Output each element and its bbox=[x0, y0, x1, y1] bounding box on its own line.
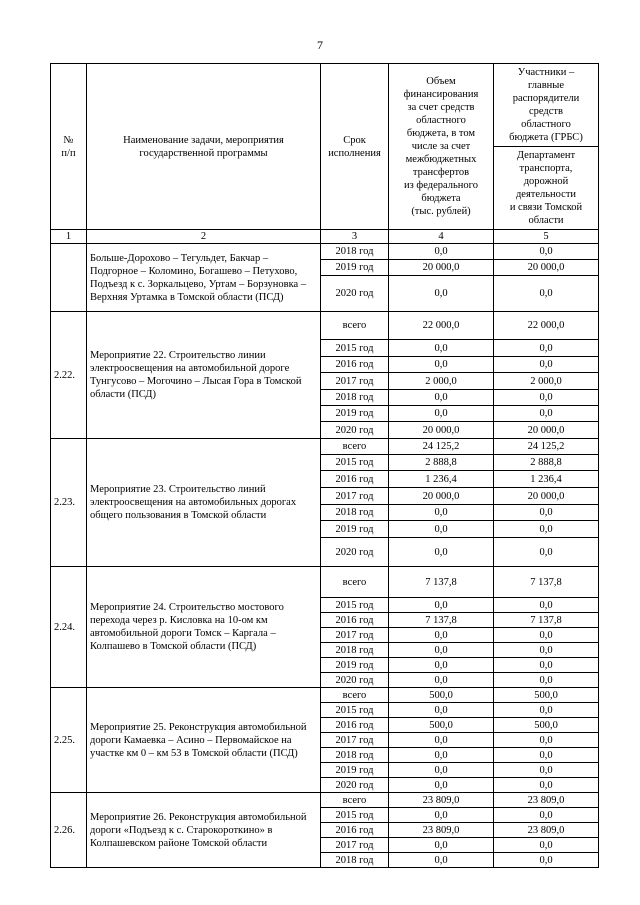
grbs-amount: 500,0 bbox=[494, 688, 599, 703]
term-cell: 2018 год bbox=[321, 748, 389, 763]
term-cell: 2015 год bbox=[321, 340, 389, 357]
funding-amount: 0,0 bbox=[389, 673, 494, 688]
term-cell: 2020 год bbox=[321, 276, 389, 312]
term-cell: 2019 год bbox=[321, 658, 389, 673]
grbs-amount: 0,0 bbox=[494, 853, 599, 868]
term-cell: 2015 год bbox=[321, 703, 389, 718]
funding-amount: 0,0 bbox=[389, 538, 494, 567]
grbs-amount: 0,0 bbox=[494, 703, 599, 718]
funding-amount: 0,0 bbox=[389, 703, 494, 718]
funding-amount: 0,0 bbox=[389, 357, 494, 373]
grbs-amount: 0,0 bbox=[494, 763, 599, 778]
grbs-amount: 0,0 bbox=[494, 628, 599, 643]
grbs-amount: 23 809,0 bbox=[494, 793, 599, 808]
term-cell: 2019 год bbox=[321, 521, 389, 538]
term-cell: всего bbox=[321, 688, 389, 703]
term-cell: 2016 год bbox=[321, 471, 389, 488]
grbs-amount: 2 000,0 bbox=[494, 373, 599, 390]
funding-amount: 0,0 bbox=[389, 658, 494, 673]
funding-amount: 500,0 bbox=[389, 718, 494, 733]
funding-amount: 500,0 bbox=[389, 688, 494, 703]
grbs-amount: 0,0 bbox=[494, 521, 599, 538]
grbs-amount: 0,0 bbox=[494, 340, 599, 357]
table-row bbox=[51, 312, 599, 340]
term-cell: 2018 год bbox=[321, 853, 389, 868]
table-header-row bbox=[51, 64, 599, 230]
term-cell: 2018 год bbox=[321, 505, 389, 521]
header-grbs-participants: Участники – главные распорядители средств областного бюджета (ГРБС) bbox=[494, 64, 598, 147]
term-cell: 2017 год bbox=[321, 488, 389, 505]
header-grbs bbox=[494, 64, 599, 230]
funding-amount: 0,0 bbox=[389, 643, 494, 658]
column-number: 2 bbox=[87, 230, 321, 244]
item-number: 2.25. bbox=[51, 688, 87, 793]
header-funding: Объем финансирования за счет средств областного бюджета, в том числе за счет межбюджетных трансфертов из федерального бюджета (тыс. рублей) bbox=[389, 64, 494, 230]
funding-amount: 7 137,8 bbox=[389, 567, 494, 598]
term-cell: 2018 год bbox=[321, 643, 389, 658]
column-number: 4 bbox=[389, 230, 494, 244]
funding-amount: 0,0 bbox=[389, 505, 494, 521]
term-cell: 2019 год bbox=[321, 260, 389, 276]
grbs-amount: 23 809,0 bbox=[494, 823, 599, 838]
grbs-amount: 7 137,8 bbox=[494, 613, 599, 628]
term-cell: 2017 год bbox=[321, 733, 389, 748]
table-row bbox=[51, 439, 599, 455]
term-cell: 2015 год bbox=[321, 598, 389, 613]
term-cell: всего bbox=[321, 312, 389, 340]
header-term: Срок исполнения bbox=[321, 64, 389, 230]
funding-amount: 0,0 bbox=[389, 276, 494, 312]
item-name: Мероприятие 22. Строительство линии электроосвещения на автомобильной дороге Тунгусово – Могочино – Лысая Гора в Томской области (ПСД) bbox=[87, 312, 321, 439]
column-number: 3 bbox=[321, 230, 389, 244]
header-num: № п/п bbox=[51, 64, 87, 230]
term-cell: 2020 год bbox=[321, 673, 389, 688]
grbs-amount: 0,0 bbox=[494, 505, 599, 521]
grbs-amount: 20 000,0 bbox=[494, 260, 599, 276]
grbs-amount: 20 000,0 bbox=[494, 422, 599, 439]
grbs-amount: 7 137,8 bbox=[494, 567, 599, 598]
funding-amount: 0,0 bbox=[389, 838, 494, 853]
funding-amount: 23 809,0 bbox=[389, 793, 494, 808]
grbs-amount: 0,0 bbox=[494, 643, 599, 658]
grbs-amount: 0,0 bbox=[494, 390, 599, 406]
funding-amount: 20 000,0 bbox=[389, 488, 494, 505]
funding-amount: 0,0 bbox=[389, 598, 494, 613]
grbs-amount: 0,0 bbox=[494, 244, 599, 260]
item-name: Мероприятие 24. Строительство мостового перехода через р. Кисловка на 10-ом км автомобильной дороги Томск – Каргала – Колпашево в Томской области (ПСД) bbox=[87, 567, 321, 688]
grbs-amount: 0,0 bbox=[494, 733, 599, 748]
table-row bbox=[51, 244, 599, 260]
funding-amount: 24 125,2 bbox=[389, 439, 494, 455]
term-cell: 2019 год bbox=[321, 763, 389, 778]
term-cell: 2020 год bbox=[321, 538, 389, 567]
grbs-amount: 0,0 bbox=[494, 357, 599, 373]
funding-amount: 0,0 bbox=[389, 763, 494, 778]
column-number: 1 bbox=[51, 230, 87, 244]
funding-amount: 7 137,8 bbox=[389, 613, 494, 628]
table-row bbox=[51, 793, 599, 808]
grbs-amount: 0,0 bbox=[494, 538, 599, 567]
term-cell: 2018 год bbox=[321, 390, 389, 406]
funding-amount: 0,0 bbox=[389, 748, 494, 763]
funding-amount: 20 000,0 bbox=[389, 260, 494, 276]
funding-amount: 23 809,0 bbox=[389, 823, 494, 838]
term-cell: всего bbox=[321, 439, 389, 455]
funding-amount: 2 000,0 bbox=[389, 373, 494, 390]
funding-amount: 22 000,0 bbox=[389, 312, 494, 340]
term-cell: 2020 год bbox=[321, 778, 389, 793]
funding-amount: 20 000,0 bbox=[389, 422, 494, 439]
grbs-amount: 0,0 bbox=[494, 276, 599, 312]
item-name: Мероприятие 23. Строительство линий электроосвещения на автомобильных дорогах общего пользования в Томской области bbox=[87, 439, 321, 567]
item-number: 2.26. bbox=[51, 793, 87, 868]
term-cell: 2016 год bbox=[321, 718, 389, 733]
grbs-amount: 0,0 bbox=[494, 838, 599, 853]
term-cell: всего bbox=[321, 793, 389, 808]
grbs-amount: 20 000,0 bbox=[494, 488, 599, 505]
grbs-amount: 2 888,8 bbox=[494, 455, 599, 471]
item-name: Мероприятие 25. Реконструкция автомобильной дороги Камаевка – Асино – Первомайское на участке км 0 – км 53 в Томской области (ПСД) bbox=[87, 688, 321, 793]
term-cell: 2020 год bbox=[321, 422, 389, 439]
funding-amount: 0,0 bbox=[389, 340, 494, 357]
funding-amount: 0,0 bbox=[389, 808, 494, 823]
table-row bbox=[51, 688, 599, 703]
grbs-amount: 500,0 bbox=[494, 718, 599, 733]
item-number bbox=[51, 244, 87, 312]
term-cell: 2016 год bbox=[321, 613, 389, 628]
term-cell: 2016 год bbox=[321, 357, 389, 373]
grbs-amount: 1 236,4 bbox=[494, 471, 599, 488]
grbs-amount: 0,0 bbox=[494, 598, 599, 613]
term-cell: 2019 год bbox=[321, 406, 389, 422]
funding-amount: 2 888,8 bbox=[389, 455, 494, 471]
grbs-amount: 0,0 bbox=[494, 778, 599, 793]
grbs-amount: 22 000,0 bbox=[494, 312, 599, 340]
program-table bbox=[50, 63, 599, 868]
funding-amount: 0,0 bbox=[389, 628, 494, 643]
item-number: 2.22. bbox=[51, 312, 87, 439]
grbs-amount: 0,0 bbox=[494, 808, 599, 823]
table-row bbox=[51, 567, 599, 598]
funding-amount: 1 236,4 bbox=[389, 471, 494, 488]
term-cell: 2018 год bbox=[321, 244, 389, 260]
grbs-amount: 0,0 bbox=[494, 673, 599, 688]
item-name: Больше-Дорохово – Тегульдет, Бакчар – Подгорное – Коломино, Богашево – Петухово, Подъезд к с. Зоркальцево, Уртам – Борзуновка – Верхняя Уртамка в Томской области (ПСД) bbox=[87, 244, 321, 312]
item-number: 2.23. bbox=[51, 439, 87, 567]
term-cell: 2015 год bbox=[321, 808, 389, 823]
funding-amount: 0,0 bbox=[389, 778, 494, 793]
funding-amount: 0,0 bbox=[389, 406, 494, 422]
grbs-amount: 24 125,2 bbox=[494, 439, 599, 455]
funding-amount: 0,0 bbox=[389, 853, 494, 868]
column-number: 5 bbox=[494, 230, 599, 244]
funding-amount: 0,0 bbox=[389, 390, 494, 406]
funding-amount: 0,0 bbox=[389, 733, 494, 748]
item-number: 2.24. bbox=[51, 567, 87, 688]
column-number-row bbox=[51, 230, 599, 244]
funding-amount: 0,0 bbox=[389, 244, 494, 260]
term-cell: 2017 год bbox=[321, 628, 389, 643]
header-grbs-department: Департамент транспорта, дорожной деятельности и связи Томской области bbox=[509, 150, 583, 226]
term-cell: 2017 год bbox=[321, 838, 389, 853]
grbs-amount: 0,0 bbox=[494, 748, 599, 763]
page-number: 7 bbox=[317, 38, 323, 52]
term-cell: 2016 год bbox=[321, 823, 389, 838]
term-cell: 2015 год bbox=[321, 455, 389, 471]
grbs-amount: 0,0 bbox=[494, 658, 599, 673]
funding-amount: 0,0 bbox=[389, 521, 494, 538]
grbs-amount: 0,0 bbox=[494, 406, 599, 422]
item-name: Мероприятие 26. Реконструкция автомобильной дороги «Подъезд к с. Старокороткино» в Колпашевском районе Томской области bbox=[87, 793, 321, 868]
term-cell: 2017 год bbox=[321, 373, 389, 390]
term-cell: всего bbox=[321, 567, 389, 598]
header-name: Наименование задачи, мероприятия государственной программы bbox=[87, 64, 321, 230]
